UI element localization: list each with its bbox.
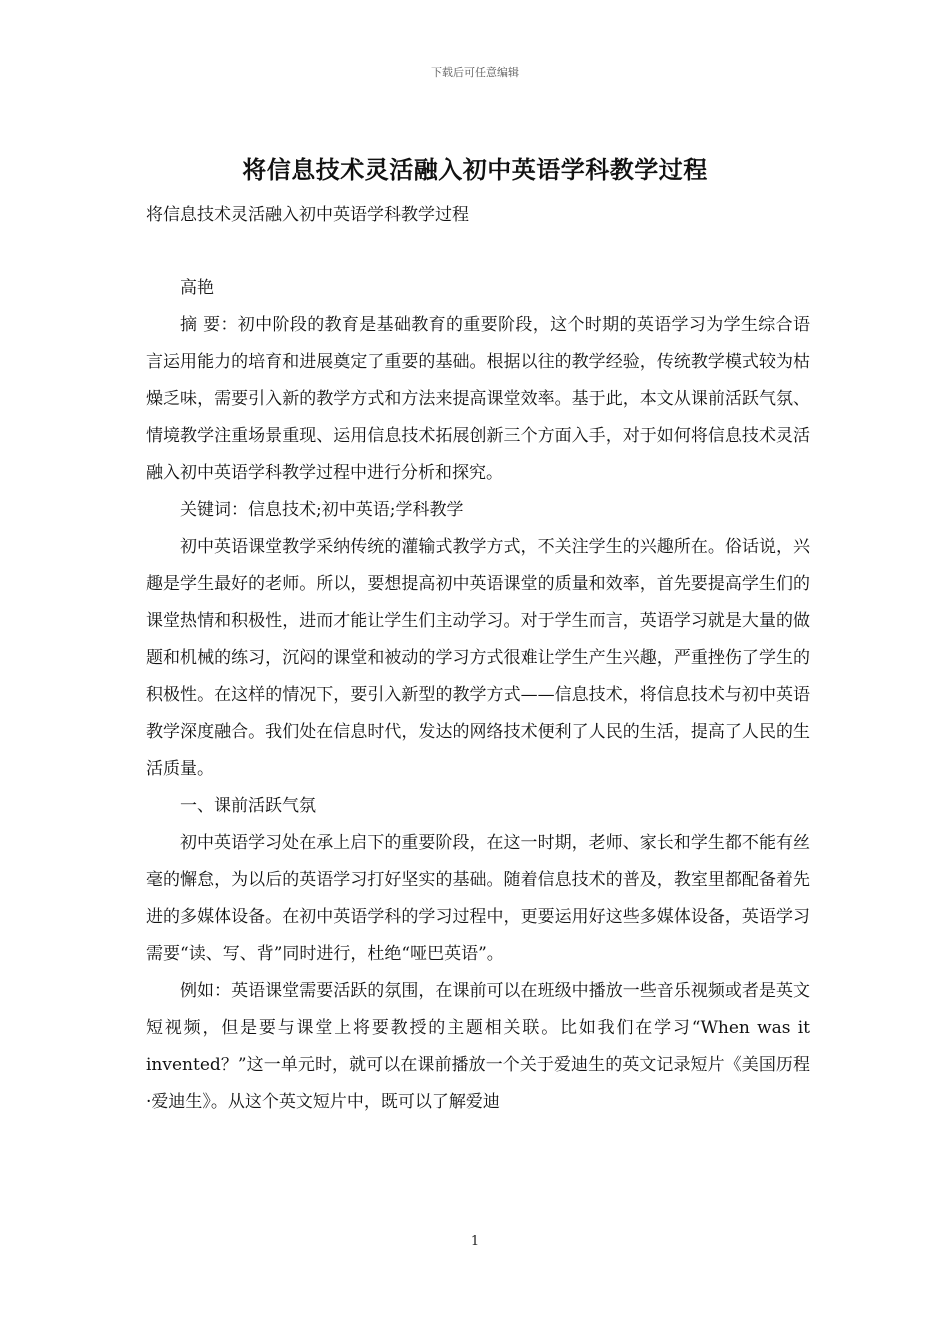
page-number: 1	[470, 1234, 480, 1249]
body-paragraph: 初中英语学习处在承上启下的重要阶段，在这一时期，老师、家长和学生都不能有丝毫的懈怠，为以后的英语学习打好坚实的基础。随着信息技术的普及，教室里都配备着先进的多媒体设备。在初中英语学科的学习过程中，更要运用好这些多媒体设备，英语学习需要“读、写、背”同时进行，杜绝“哑巴英语”。	[146, 833, 810, 964]
section-heading: 一、课前活跃气氛	[180, 796, 316, 816]
body-paragraph: 例如：英语课堂需要活跃的氛围，在课前可以在班级中播放一些音乐视频或者是英文短视频，但是要与课堂上将要教授的主题相关联。比如我们在学习“When was it invented？”这一单元时，就可以在课前播放一个关于爱迪生的英文记录短片《美国历程·爱迪生》。从这个英文短片中，既可以了解爱迪	[146, 981, 810, 1112]
document-title: 将信息技术灵活融入初中英语学科教学过程	[242, 155, 708, 184]
keywords-line: 关键词：信息技术;初中英语;学科教学	[180, 500, 464, 520]
body-paragraph: 初中英语课堂教学采纳传统的灌输式教学方式，不关注学生的兴趣所在。俗话说，兴趣是学生最好的老师。所以，要想提高初中英语课堂的质量和效率，首先要提高学生们的课堂热情和积极性，进而才能让学生们主动学习。对于学生而言，英语学习就是大量的做题和机械的练习，沉闷的课堂和被动的学习方式很难让学生产生兴趣，严重挫伤了学生的积极性。在这样的情况下，要引入新型的教学方式——信息技术，将信息技术与初中英语教学深度融合。我们处在信息时代，发达的网络技术便利了人民的生活，提高了人民的生活质量。	[146, 537, 810, 779]
document-subtitle: 将信息技术灵活融入初中英语学科教学过程	[146, 205, 469, 225]
page-header-note: 下载后可任意编辑	[431, 66, 519, 79]
abstract-paragraph: 摘 要：初中阶段的教育是基础教育的重要阶段，这个时期的英语学习为学生综合语言运用能力的培育和进展奠定了重要的基础。根据以往的教学经验，传统教学模式较为枯燥乏味，需要引入新的教学方式和方法来提高课堂效率。基于此，本文从课前活跃气氛、情境教学注重场景重现、运用信息技术拓展创新三个方面入手，对于如何将信息技术灵活融入初中英语学科教学过程中进行分析和探究。	[146, 315, 810, 483]
author-line: 高艳	[180, 278, 214, 298]
document-body	[146, 270, 810, 1121]
